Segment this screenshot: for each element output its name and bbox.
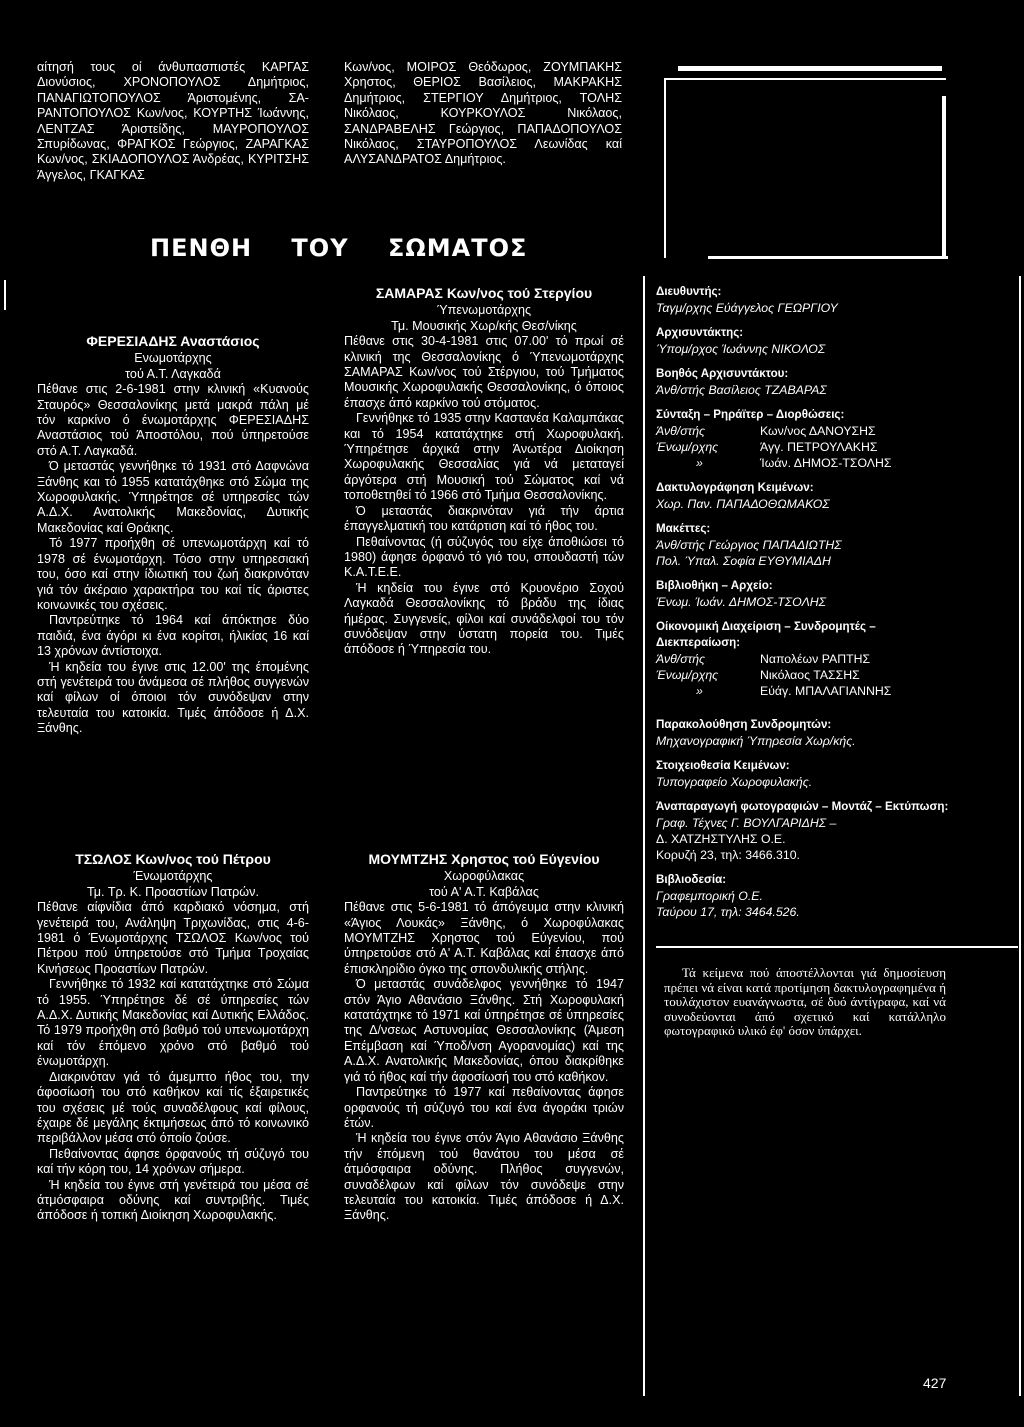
obituary-rank: Ενωμοτάρχης (134, 351, 212, 366)
top-left-paragraph: αίτησή τους οί άνθυπασπιστές ΚΑΡΓΑΣ Διονύσιος, ΧΡΟΝΟΠΟΥΛΟΣ Δημήτριος, ΠΑΝΑΓΙΩΤΟΠΟΥΛΟΣ Άριστομένης, ΣΑΡΑΝΤΟΠΟΥΛΟΣ Κων/νος, ΚΟΥΡΤΗΣ Ίωάννης, ΛΕΝΤΖΑΣ Άριστείδης, ΜΑΥΡΟΠΟΥΛΟΣ Σπυρίδωνας, ΦΡΑΓΚΟΣ Γεώργιος, ΖΑΡΑΓΚΑΣ Κων/νος, ΣΚΙΑΔΟΠΟΥΛΟΣ Άνδρέας, ΚΥΡΙΤΣΗΣ Άγγελος, ΓΚΑΓΚΑΣ (37, 60, 309, 182)
finance-label: Οίκονομική Διαχείριση – Συνδρομητές – Διεκπεραίωση: (656, 620, 876, 649)
obituary-paragraph: Πέθανε στις 5-6-1981 τό άπόγευμα στην κλινική «Άγιος Λουκάς» Ξάνθης, ό Χωροφύλακας ΜΟΥΜΤΖΗΣ Χρηστος τού Εύγενίου, πού ύπηρετούσε στό Α' Α.Τ. Καβάλας καί έπασχε άπό έπισκληρίδιο όγκο της σπονδυλικής στήλης. (344, 900, 624, 976)
obituary-paragraph: Ή κηδεία του έγινε στόν Άγιο Αθανάσιο Ξάνθης τήν έπόμενη τού θανάτου του μέσα σέ άτμόσφαιρα οδύνης. Πλήθος συγγενών, συναδέλφων καί φίλων τόν συνόδεψε στην τελευταία του κατοικία. Τιμές άπόδοσε ή Δ.Χ. Ξάνθης. (344, 1131, 624, 1223)
obituary-unit: τού Α' Α.Τ. Καβάλας (429, 884, 539, 899)
obituary-paragraph: Πέθανε αίφνίδια άπό καρδιακό νόσημα, στή γενέτειρά του, Ανάληψη Τριχωνίδας, στις 4-6-1981 ό Ένωμοτάρχης ΤΣΩΛΟΣ Κων/νος τού Πέτρου πού ύπηρετούσε στό Τμήμα Τροχαίας Κινήσεως Προαστίων Πατρών. (37, 900, 309, 976)
section-title (150, 234, 557, 262)
obituary-paragraph: Παντρεύτηκε τό 1964 καί άπόκτησε δύο παιδιά, ένα άγόρι κι ένα κορίτσι, ήλικίας 16 καί 13 χρόνων άντίστοιχα. (37, 613, 309, 659)
obituary-unit: τού Α.Τ. Λαγκαδά (125, 366, 221, 381)
obituary-feresiadis (37, 334, 309, 737)
editor-label: Αρχισυντάκτης: (656, 326, 744, 339)
obituary-moumtzis (344, 852, 624, 1224)
obituary-paragraph: Γεννήθηκε τό 1935 στην Καστανέα Καλαμπάκας και τό 1954 κατατάχτηκε στή Χωροφυλακή. Ύπηρέτησε άρχικά στην Άνωτέρα Διοίκηση Χωροφυλακής Θεσσαλίας γιά νά μεταταγεί άργότερα στή Μουσική τού Σώματος καί νά τοποθετηθεί τό 1966 στό Τμήμα Θεσσαλονίκης. (344, 411, 624, 503)
obituary-name: ΦΕΡΕΣΙΑΔΗΣ Αναστάσιος (86, 333, 260, 349)
row-key: » (696, 456, 703, 470)
obituary-paragraph: Πέθανε στις 2-6-1981 στην κλινική «Κυανούς Σταυρός» Θεσσαλονίκης μετά μακρά πάλη μέ τόν καρκίνο ό ένωμοτάρχης ΦΕΡΕΣΙΑΔΗΣ Αναστάσιος τού Άποστόλου, πού ύπηρετούσε στό Α.Τ. Λαγκαδά. (37, 382, 309, 458)
row-key: Άνθ/στής (656, 424, 706, 438)
obituary-rank: Χωροφύλακας (443, 869, 525, 884)
right-edge-line (1019, 276, 1021, 1396)
top-middle-text (344, 60, 622, 168)
typesetting-value: Τυπογραφείο Χωροφυλακής. (656, 775, 813, 789)
title-word-2: ΤΟΥ (291, 234, 349, 262)
obituary-unit: Τμ. Μουσικής Χωρ/κής Θεσ/νίκης (391, 318, 577, 333)
obituary-paragraph: Τό 1977 προήχθη σέ υπενωμοτάρχη καί τό 1978 σέ ένωμοτάρχη. Τόσο στην υπηρεσιακή του, όσο καί στην ίδιωτική του ζωή διακρινόταν γιά τόν άκέραιο χαρακτήρα του καί τίς άριστες κοινωνικές του σχέσεις. (37, 536, 309, 612)
left-edge-mark (4, 280, 6, 310)
row-value: Κων/νος ΔΑΝΟΥΣΗΣ (760, 424, 876, 438)
layout-row (656, 423, 956, 439)
column-divider (643, 276, 645, 1396)
top-middle-paragraph: Κων/νος, ΜΟΙΡΟΣ Θεόδωρος, ΖΟΥΜΠΑΚΗΣ Χρηστος, ΘΕΡΙΟΣ Βασίλειος, ΜΑΚΡΑΚΗΣ Δημήτριος, ΣΤΕΡΓΙΟΥ Δημήτριος, ΤΟΛΗΣ Νικόλαος, ΚΟΥΡΚΟΥΛΟΣ Νικόλαος, ΣΑΝΔΡΑΒΕΛΗΣ Γεώργιος, ΠΑΠΑΔΟΠΟΥΛΟΣ Νικόλαος, ΣΤΑΥΡΟΠΟΥΛΟΣ Λεωνίδας καί ΑΛΥΣΑΝΔΡΑΤΟΣ Δημήτριος. (344, 60, 622, 167)
assistant-label: Βοηθός Αρχισυντάκτου: (656, 367, 789, 380)
finance-row (656, 667, 956, 683)
obituary-paragraph: Ό μεταστάς γεννήθηκε τό 1931 στό Δαφνώνα Ξάνθης και τό 1955 κατατάχθηκε στό Σώμα της Χωροφυλακής. Ύπηρέτησε σέ υπηρεσίες τών Α.Δ.Χ. Ανατολικής Μακεδονίας, Δυτικής Μακεδονίας καί Θράκης. (37, 459, 309, 535)
obituary-paragraph: Πέθανε στις 30-4-1981 στις 07.00' τό πρωί σέ κλινική της Θεσσαλονίκης ό Ύπενωμοτάρχης ΣΑΜΑΡΑΣ Κων/νος τού Στέργιου, τού Τμήματος Μουσικής Χωροφυλακής Θεσσαλονίκης, ό όποιος έπασχε άπό καρκίνο τού στόματος. (344, 334, 624, 410)
note-divider (656, 946, 1018, 948)
row-value: Εύάγ. ΜΠΑΛΑΓΙΑΝΝΗΣ (760, 684, 892, 698)
binding-value: Γραφεμπορική Ο.Ε. (656, 889, 763, 903)
reproduction-label: Άναπαραγωγή φωτογραφιών – Μοντάζ – Εκτύπωση: (656, 800, 949, 813)
obituary-rank: Ένωμοτάρχης (133, 869, 213, 884)
binding-address: Ταύρου 17, τηλ: 3464.526. (656, 905, 800, 919)
row-key: » (696, 684, 703, 698)
subscribers-label: Παρακολούθηση Συνδρομητών: (656, 718, 832, 731)
subscribers-value: Μηχανογραφική Ύπηρεσία Χωρ/κής. (656, 734, 856, 748)
obituary-tsolos (37, 852, 309, 1224)
layout-row (656, 439, 956, 455)
layout-row (656, 455, 956, 471)
title-word-3: ΣΩΜΑΤΟΣ (387, 234, 528, 262)
reproduction-value: Γραφ. Τέχνες Γ. ΒΟΥΛΓΑΡΙΔΗΣ – (656, 816, 837, 830)
assistant-value: Άνθ/στής Βασίλειος ΤΖΑΒΑΡΑΣ (656, 383, 827, 397)
reproduction-address: Κορυζή 23, τηλ: 3466.310. (656, 848, 800, 862)
typesetting-label: Στοιχειοθεσία Κειμένων: (656, 759, 790, 772)
obituary-paragraph: Πεθαίνοντας (ή σύζυγός του είχε άποθιώσει τό 1980) άφησε όρφανό τό γιό του, σπουδαστή τών Κ.Α.Τ.Ε.Ε. (344, 534, 624, 580)
row-key: Άνθ/στής (656, 652, 706, 666)
library-value: Ένωμ. Ίωάν. ΔΗΜΟΣ-ΤΣΟΛΗΣ (656, 595, 827, 609)
note-text: Τά κείμενα πού άποστέλλονται γιά δημοσίευση πρέπει νά είναι κατά προτίμηση δακτυλογραφημένα ή τουλάχιστον ευανάγνωστα, σέ δυό άντίγραφα, καί νά συνοδεύονται άπό σχετικό καί κατάλληλο φωτογραφικό υλικό έφ' όσον ύπάρχει. (664, 965, 946, 1039)
reproduction-value: Δ. ΧΑΤΖΗΣΤΥΛΗΣ Ο.Ε. (656, 832, 786, 846)
row-value: Ναπολέων ΡΑΠΤΗΣ (760, 652, 871, 666)
submission-note (664, 966, 946, 1039)
top-left-text (37, 60, 309, 183)
row-value: Άγγ. ΠΕΤΡΟΥΛΑΚΗΣ (760, 440, 878, 454)
obituary-samaras (344, 286, 624, 658)
obituary-paragraph: Γεννήθηκε τό 1932 καί κατατάχτηκε στό Σώμα τό 1955. Ύπηρέτησε δέ σέ ύπηρεσίες τών Α.Δ.Χ. Δυτικής Μακεδονίας καί Δυτικής Ελλάδος. Τό 1979 προήχθη στό βαθμό τού υπενωμοτάρχη καί τόν έπόμενο χρόνο στό βαθμό τού ένωμοτάρχη. (37, 977, 309, 1069)
library-label: Βιβλιοθήκη – Αρχείο: (656, 579, 773, 592)
mockup-label: Μακέττες: (656, 522, 711, 535)
binding-label: Βιβλιοδεσία: (656, 873, 727, 886)
layout-label: Σύνταξη – Ρηράϊτερ – Διορθώσεις: (656, 408, 845, 421)
row-key: Ένωμ/ρχης (656, 668, 719, 682)
row-key: Ένωμ/ρχης (656, 440, 719, 454)
obituary-paragraph: Πεθαίνοντας άφησε όρφανούς τή σύζυγό του καί τήν κόρη του, 14 χρόνων σήμερα. (37, 1146, 309, 1177)
director-label: Διευθυντής: (656, 285, 722, 298)
obituary-paragraph: Ό μεταστάς διακρινόταν γιά τήν άρτια έπαγγελματική του κατάρτιση καί τό ήθος του. (344, 503, 624, 534)
obituary-paragraph: Ή κηδεία του έγινε στό Κρυονέριο Σοχού Λαγκαδά Θεσσαλονίκης τό βράδυ της ίδιας ήμέρας. Συγγενείς, φίλοι καί συνάδελφοί του τόν συνόδεψαν στην ύστατη πορεία του. Τιμές άπόδοσε ή Ύπηρεσία του. (344, 580, 624, 657)
obituary-paragraph: Ή κηδεία του έγινε στις 12.00' της έπομένης στή γενέτειρά του άνάμεσα σέ πλήθος συγγενών καί φίλων οί όποιοι τόν συνόδεψαν στην τελευταία του κατοικία. Τιμές άπόδοσε ή Δ.Χ. Ξάνθης. (37, 659, 309, 736)
typing-label: Δακτυλογράφηση Κειμένων: (656, 481, 814, 494)
obituary-unit: Τμ. Τρ. Κ. Προαστίων Πατρών. (87, 884, 259, 899)
obituary-name: ΤΣΩΛΟΣ Κων/νος τού Πέτρου (75, 851, 271, 867)
masthead (656, 284, 956, 920)
obituary-name: ΜΟΥΜΤΖΗΣ Χρηστος τού Εύγενίου (368, 851, 600, 867)
mockup-value: Άνθ/στής Γεώργιος ΠΑΠΑΔΙΩΤΗΣ (656, 538, 842, 552)
mockup-value: Πολ. Ύπαλ. Σοφία ΕΥΘΥΜΙΑΔΗ (656, 554, 831, 568)
title-word-1: ΠΕΝΘΗ (150, 234, 253, 262)
editor-value: Ύπομ/ρχος Ίωάννης ΝΙΚΟΛΟΣ (656, 342, 826, 356)
obituary-paragraph: Παντρεύτηκε τό 1977 καί πεθαίνοντας άφησε ορφανούς τή σύζυγό του καί ένα άγοράκι τριών έτών. (344, 1085, 624, 1130)
obituary-paragraph: Ή κηδεία του έγινε στή γενέτειρά του μέσα σέ άτμόσφαιρα οδύνης καί συντριβής. Τιμές άπόδοσε ή τοπική Διοίκηση Χωροφυλακής. (37, 1177, 309, 1223)
page-number: 427 (923, 1375, 947, 1391)
typing-value: Χωρ. Παν. ΠΑΠΑΔΟΘΩΜΑΚΟΣ (656, 497, 830, 511)
finance-row (656, 651, 956, 667)
obituary-name: ΣΑΜΑΡΑΣ Κων/νος τού Στεργίου (375, 285, 593, 301)
obituary-paragraph: Ό μεταστάς συνάδελφος γεννήθηκε τό 1947 στόν Άγιο Αθανάσιο Ξάνθης. Στή Χωροφυλακή κατατάχτηκε τό 1971 καί ύπηρέτησε σέ ύπηρεσίες της Δ/νσεως Αστυνομίας Θεσσαλονίκης (Άμεση Επέμβαση καί Ύποδ/νση Αγορανομίας) καί της Α.Δ.Χ. Ανατολικής Μακεδονίας, όπου διακρίθηκε γιά τό ήθος καί τήν άφοσίωσή του στό καθήκον. (344, 977, 624, 1084)
director-value: Ταγμ/ρχης Εύάγγελος ΓΕΩΡΓΙΟΥ (656, 301, 838, 315)
row-value: Νικόλαος ΤΑΣΣΗΣ (760, 668, 860, 682)
decorative-frame (664, 66, 946, 260)
obituary-rank: Ύπενωμοτάρχης (436, 303, 532, 318)
finance-row (656, 683, 956, 699)
obituary-paragraph: Διακρινόταν γιά τό άμεμπτο ήθος του, την άφοσίωσή του στό καθήκον καί τίς έξαιρετικές του σχέσεις μέ τούς συναδέλφους καί φίλους, έχαιρε δέ μεγάλης έκτιμήσεως άπό τό κοινωνικό περιβάλλον μέσα στό όποίο ζούσε. (37, 1069, 309, 1146)
row-value: Ίωάν. ΔΗΜΟΣ-ΤΣΟΛΗΣ (760, 456, 892, 470)
